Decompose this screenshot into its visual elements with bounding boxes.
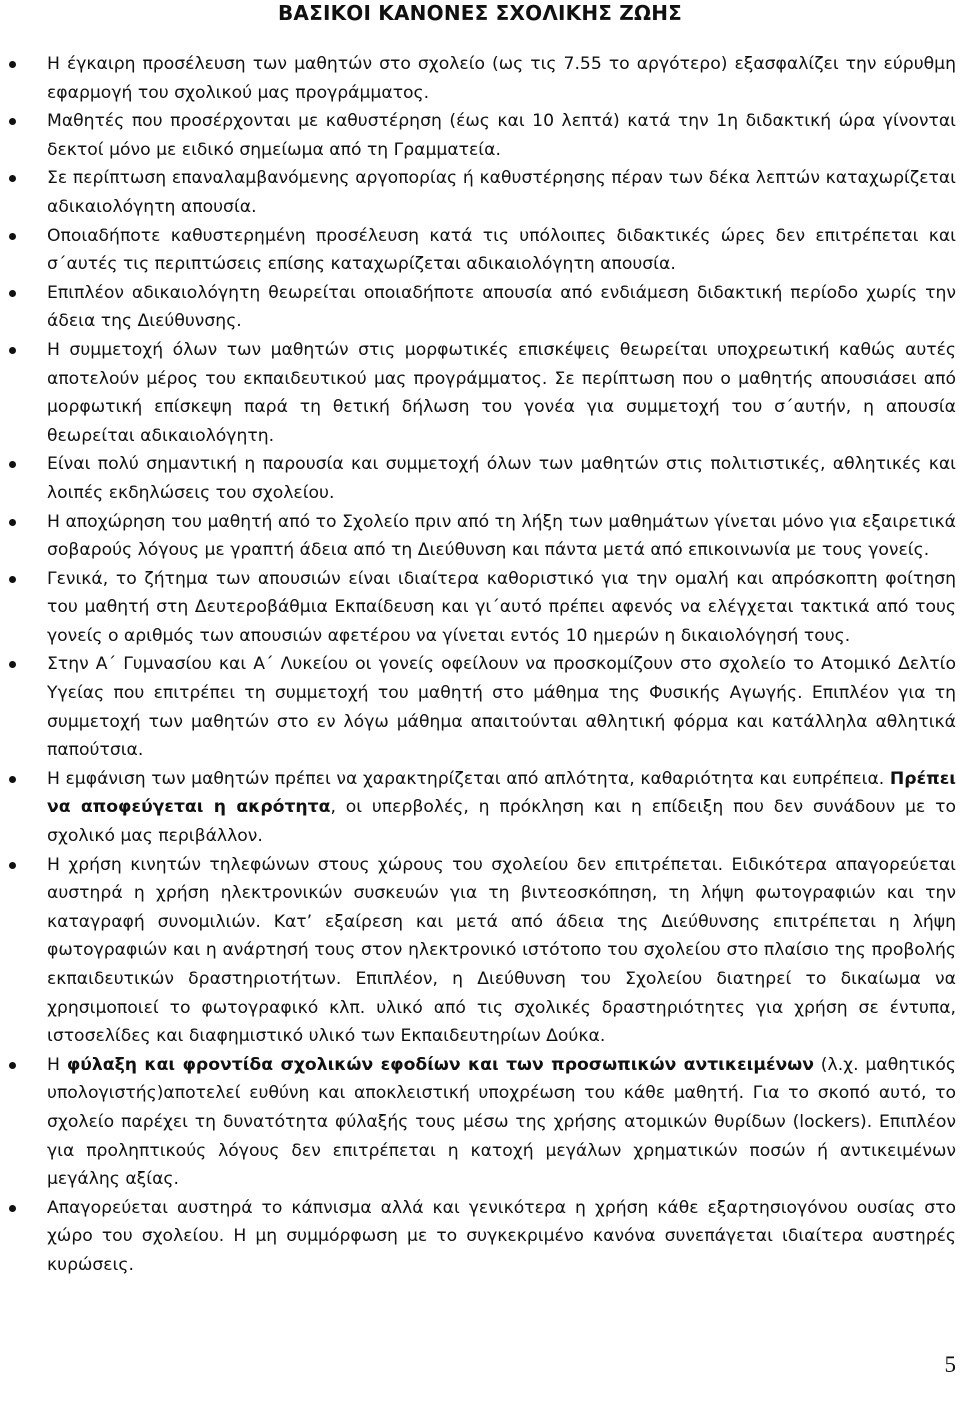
rule-text [47,1055,956,1189]
rule-text: Επιπλέον αδικαιολόγητη θεωρείται οποιαδήποτε απουσία από ενδιάμεση διδακτική περίοδο χωρίς την άδεια της Διεύθυνσης. [47,282,956,332]
rule-text-start: Η εμφάνιση των μαθητών πρέπει να χαρακτηρίζεται από απλότητα, καθαριότητα και ευπρέπεια. [47,768,890,789]
bullet-icon [9,862,16,869]
rule-text-end: (λ.χ. μαθητικός υπολογιστής)αποτελεί ευθύνη και αποκλειστική υποχρέωση του κάθε μαθητή. Για το σκοπό αυτό, το σχολείο παρέχει τη δυνατότητα φύλαξής τους μέσω της χρήσης ατομικών θυρίδων (lockers). Επιπλέον για προληπτικούς λόγους δεν επιτρέπεται η κατοχή μεγάλων χρηματικών ποσών ή αντικειμένων μεγάλης αξίας. [47,1054,957,1190]
rule-item [0,851,960,1051]
rule-text: Οποιαδήποτε καθυστερημένη προσέλευση κατά τις υπόλοιπες διδακτικές ώρες δεν επιτρέπεται και σ΄αυτές τις περιπτώσεις επίσης καταχωρίζεται αδικαιολόγητη απουσία. [47,225,956,275]
bullet-icon [9,776,16,783]
rule-item [0,222,960,279]
rule-item [0,164,960,221]
bullet-icon [9,61,16,68]
rule-text: Μαθητές που προσέρχονται με καθυστέρηση (έως και 10 λεπτά) κατά την 1η διδακτική ώρα γίνονται δεκτοί μόνο με ειδικό σημείωμα από τη Γραμματεία. [47,111,956,160]
rule-item [0,650,960,764]
bullet-icon [9,175,16,182]
bullet-icon [9,233,16,240]
rule-text: Γενικά, το ζήτημα των απουσιών είναι ιδιαίτερα καθοριστικό για την ομαλή και απρόσκοπτη φοίτηση του μαθητή στη Δευτεροβάθμια Εκπαίδευση και γι΄αυτό πρέπει αφενός να ελέγχεται τακτικά από τους γονείς ο αριθμός των απουσιών αφετέρου να γίνεται εντός 10 ημερών η δικαιολόγησή τους. [47,568,956,646]
rule-item [0,508,960,565]
rule-item [0,450,960,507]
bullet-icon [9,576,16,583]
rule-emphasis: Πρέπει να αποφεύγεται η ακρότητα [47,768,956,818]
rule-text-end: , οι υπερβολές, η πρόκληση και η επίδειξη που δεν συνάδουν με το σχολικό μας περιβάλλον. [47,797,956,847]
rule-text [47,769,956,846]
document-title: ΒΑΣΙΚΟΙ ΚΑΝΟΝΕΣ ΣΧΟΛΙΚΗΣ ΖΩΗΣ [277,1,683,25]
rule-emphasis: φύλαξη και φροντίδα σχολικών εφοδίων και των προσωπικών αντικειμένων [66,1054,814,1075]
rule-text: Η έγκαιρη προσέλευση των μαθητών στο σχολείο (ως τις 7.55 το αργότερο) εξασφαλίζει την εύρυθμη εφαρμογή του σχολικού μας προγράμματος. [47,54,956,103]
rule-text: Στην Α΄ Γυμνασίου και Α΄ Λυκείου οι γονείς οφείλουν να προσκομίζουν στο σχολείο το Ατομικό Δελτίο Υγείας που επιτρέπει τη συμμετοχή του μαθητή στο μάθημα της Φυσικής Αγωγής. Επιπλέον για τη συμμετοχή των μαθητών στο εν λόγω μάθημα απαιτούνται αθλητική φόρμα και κατάλληλα αθλητικά παπούτσια. [47,654,956,761]
bullet-icon [9,661,16,668]
rule-item [0,1051,960,1194]
rule-item [0,279,960,336]
bullet-icon [9,519,16,526]
rule-item [0,107,960,164]
bullet-icon [9,1062,16,1069]
rule-text: Είναι πολύ σημαντική η παρουσία και συμμετοχή όλων των μαθητών στις πολιτιστικές, αθλητικές και λοιπές εκδηλώσεις του σχολείου. [47,454,956,503]
rule-item [0,565,960,651]
rule-item [0,765,960,851]
rule-text: Η αποχώρηση του μαθητή από το Σχολείο πριν από τη λήξη των μαθημάτων γίνεται μόνο για εξαιρετικά σοβαρούς λόγους με γραπτή άδεια από τη Διεύθυνση και πάντα μετά από επικοινωνία με τους γονείς. [47,511,956,561]
rule-text: Η συμμετοχή όλων των μαθητών στις μορφωτικές επισκέψεις θεωρείται υποχρεωτική καθώς αυτές αποτελούν μέρος του εκπαιδευτικού μας προγράμματος. Σε περίπτωση που ο μαθητής απουσιάσει από μορφωτική επίσκεψη παρά τη θετική δήλωση του γονέα για συμμετοχή του σ΄αυτήν, η απουσία θεωρείται αδικαιολόγητη. [47,339,956,446]
bullet-icon [9,118,16,125]
rule-text: Σε περίπτωση επαναλαμβανόμενης αργοπορίας ή καθυστέρησης πέραν των δέκα λεπτών καταχωρίζεται αδικαιολόγητη απουσία. [47,168,956,217]
rules-list [0,50,960,1280]
bullet-icon [9,1205,16,1212]
bullet-icon [9,461,16,468]
rule-text: Απαγορεύεται αυστηρά το κάπνισμα αλλά και γενικότερα η χρήση κάθε εξαρτησιογόνου ουσίας στο χώρο του σχολείου. Η μη συμμόρφωση με το συγκεκριμένο κανόνα συνεπάγεται ιδιαίτερα αυστηρές κυρώσεις. [47,1197,956,1275]
rule-text: Η χρήση κινητών τηλεφώνων στους χώρους του σχολείου δεν επιτρέπεται. Ειδικότερα απαγορεύεται αυστηρά η χρήση ηλεκτρονικών συσκευών για τη βιντεοσκόπηση, τη λήψη φωτογραφιών και την καταγραφή συνομιλιών. Κατ’ εξαίρεση και μετά από άδεια της Διεύθυνσης επιτρέπεται η λήψη φωτογραφιών και η ανάρτησή τους στον ηλεκτρονικό ιστότοπο του σχολείου στο πλαίσιο της προβολής εκπαιδευτικών δραστηριοτήτων. Επιπλέον, η Διεύθυνση του Σχολείου διατηρεί το δικαίωμα να χρησιμοποιεί το φωτογραφικό κλπ. υλικό από τις σχολικές δραστηριότητες για χρήση σε έντυπα, ιστοσελίδες και διαφημιστικό υλικό των Εκπαιδευτηρίων Δούκα. [47,854,956,1047]
rule-item [0,1194,960,1280]
rule-text-start: Η [47,1054,67,1075]
bullet-icon [9,347,16,354]
page-number: 5 [944,1352,956,1377]
rule-item [0,50,960,107]
rule-item [0,336,960,450]
bullet-icon [9,290,16,297]
